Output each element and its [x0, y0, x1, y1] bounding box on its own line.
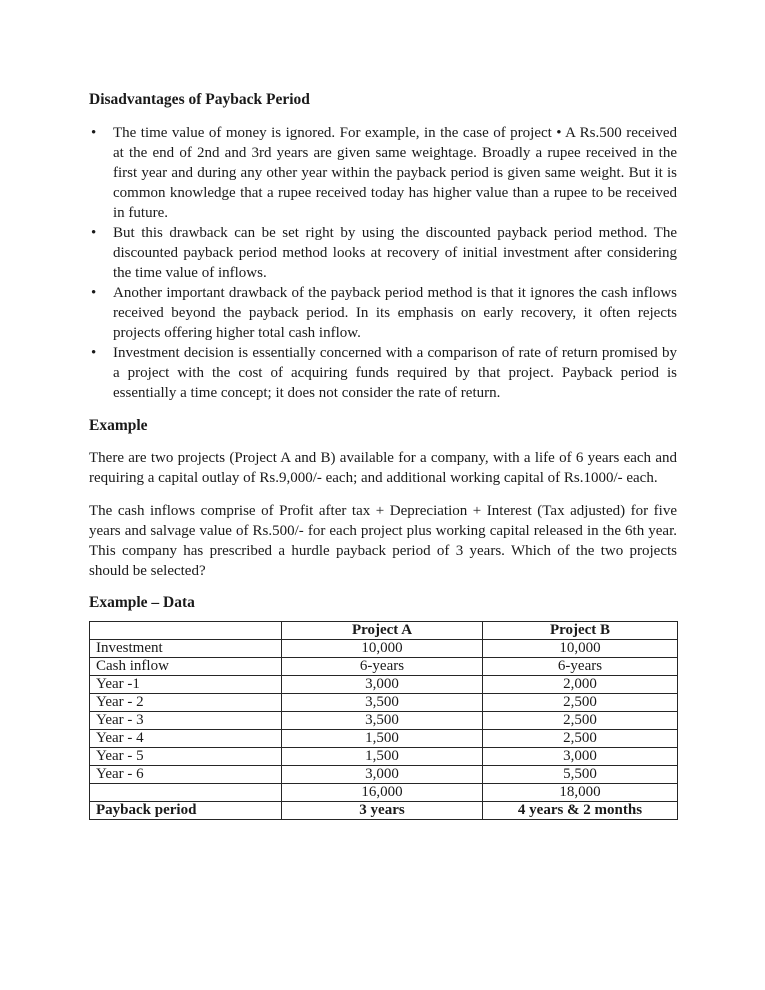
table-cell-project-a: 1,500: [282, 730, 483, 748]
table-cell-project-b: 10,000: [483, 640, 678, 658]
table-cell-project-a: 3,000: [282, 676, 483, 694]
table-row-year-1: [90, 676, 678, 694]
example-paragraph-projects: There are two projects (Project A and B) available for a company, with a life of 6 years each and requiring a capital outlay of Rs.9,000/- each; and additional working capital of Rs.1000/- each.: [89, 450, 677, 486]
table-cell-label: Payback period: [90, 802, 282, 820]
document-content: [89, 90, 677, 820]
table-cell-label: Year - 2: [90, 694, 282, 712]
table-cell-project-a: 3,000: [282, 766, 483, 784]
table-cell-project-a: 16,000: [282, 784, 483, 802]
table-header-project-b: Project B: [483, 622, 678, 640]
table-cell-project-a: 6-years: [282, 658, 483, 676]
table-cell-project-a: 10,000: [282, 640, 483, 658]
table-row-year-6: [90, 766, 678, 784]
table-cell-label: Cash inflow: [90, 658, 282, 676]
table-cell-label: Year - 3: [90, 712, 282, 730]
table-cell-project-b: 4 years & 2 months: [483, 802, 678, 820]
table-header-blank: [90, 622, 282, 640]
disadvantages-bullet-list: [89, 123, 677, 403]
table-cell-project-a: 3,500: [282, 694, 483, 712]
table-row-year-4: [90, 730, 678, 748]
table-row-year-5: [90, 748, 678, 766]
table-cell-project-b: 2,000: [483, 676, 678, 694]
table-cell-project-b: 6-years: [483, 658, 678, 676]
table-cell-label: [90, 784, 282, 802]
bullet-item-ignores-inflows: • Another important drawback of the payback period method is that it ignores the cash inflows received beyond the payback period. In its emphasis on early recovery, it often rejects projects offering higher total cash inflow.: [89, 283, 677, 343]
table-cell-label: Year -1: [90, 676, 282, 694]
table-cell-project-a: 1,500: [282, 748, 483, 766]
table-header-project-a: Project A: [282, 622, 483, 640]
table-cell-project-b: 2,500: [483, 712, 678, 730]
example-paragraph-cash-inflows: The cash inflows comprise of Profit after tax + Depreciation + Interest (Tax adjusted) for five years and salvage value of Rs.500/- for each project plus working capital released in the 6th year. This company has prescribed a hurdle payback period of 3 years. Which of the two projects should be selected?: [89, 503, 677, 579]
table-row-year-3: [90, 712, 678, 730]
table-cell-label: Investment: [90, 640, 282, 658]
section-heading-disadvantages: Disadvantages of Payback Period: [89, 91, 310, 108]
table-cell-label: Year - 6: [90, 766, 282, 784]
table-cell-project-b: 5,500: [483, 766, 678, 784]
table-cell-project-b: 2,500: [483, 730, 678, 748]
table-cell-project-b: 2,500: [483, 694, 678, 712]
table-row-cash-inflow: [90, 658, 678, 676]
table-cell-project-b: 3,000: [483, 748, 678, 766]
table-cell-project-a: 3,500: [282, 712, 483, 730]
table-cell-project-a: 3 years: [282, 802, 483, 820]
table-cell-label: Year - 5: [90, 748, 282, 766]
section-heading-example-data: Example – Data: [89, 594, 195, 611]
table-header-row: [90, 622, 678, 640]
bullet-item-time-value: • The time value of money is ignored. For example, in the case of project • A Rs.500 received at the end of 2nd and 3rd years are given same weightage. Broadly a rupee received in the first year and during any other year within the payback period is given same weight. But it is common knowledge that a rupee received today has higher value than a rupee to be received in future.: [89, 123, 677, 223]
table-row-investment: [90, 640, 678, 658]
section-heading-example: Example: [89, 417, 148, 434]
table-row-payback-period: [90, 802, 678, 820]
bullet-item-discounted-method: • But this drawback can be set right by using the discounted payback period method. The discounted payback period method looks at recovery of initial investment after considering the time value of inflows.: [89, 223, 677, 283]
example-data-table: [89, 621, 678, 820]
table-row-total: [90, 784, 678, 802]
table-cell-project-b: 18,000: [483, 784, 678, 802]
bullet-item-rate-of-return: • Investment decision is essentially concerned with a comparison of rate of return promised by a project with the cost of acquiring funds required by that project. Payback period is essentially a time concept; it does not consider the rate of return.: [89, 343, 677, 403]
table-row-year-2: [90, 694, 678, 712]
table-cell-label: Year - 4: [90, 730, 282, 748]
